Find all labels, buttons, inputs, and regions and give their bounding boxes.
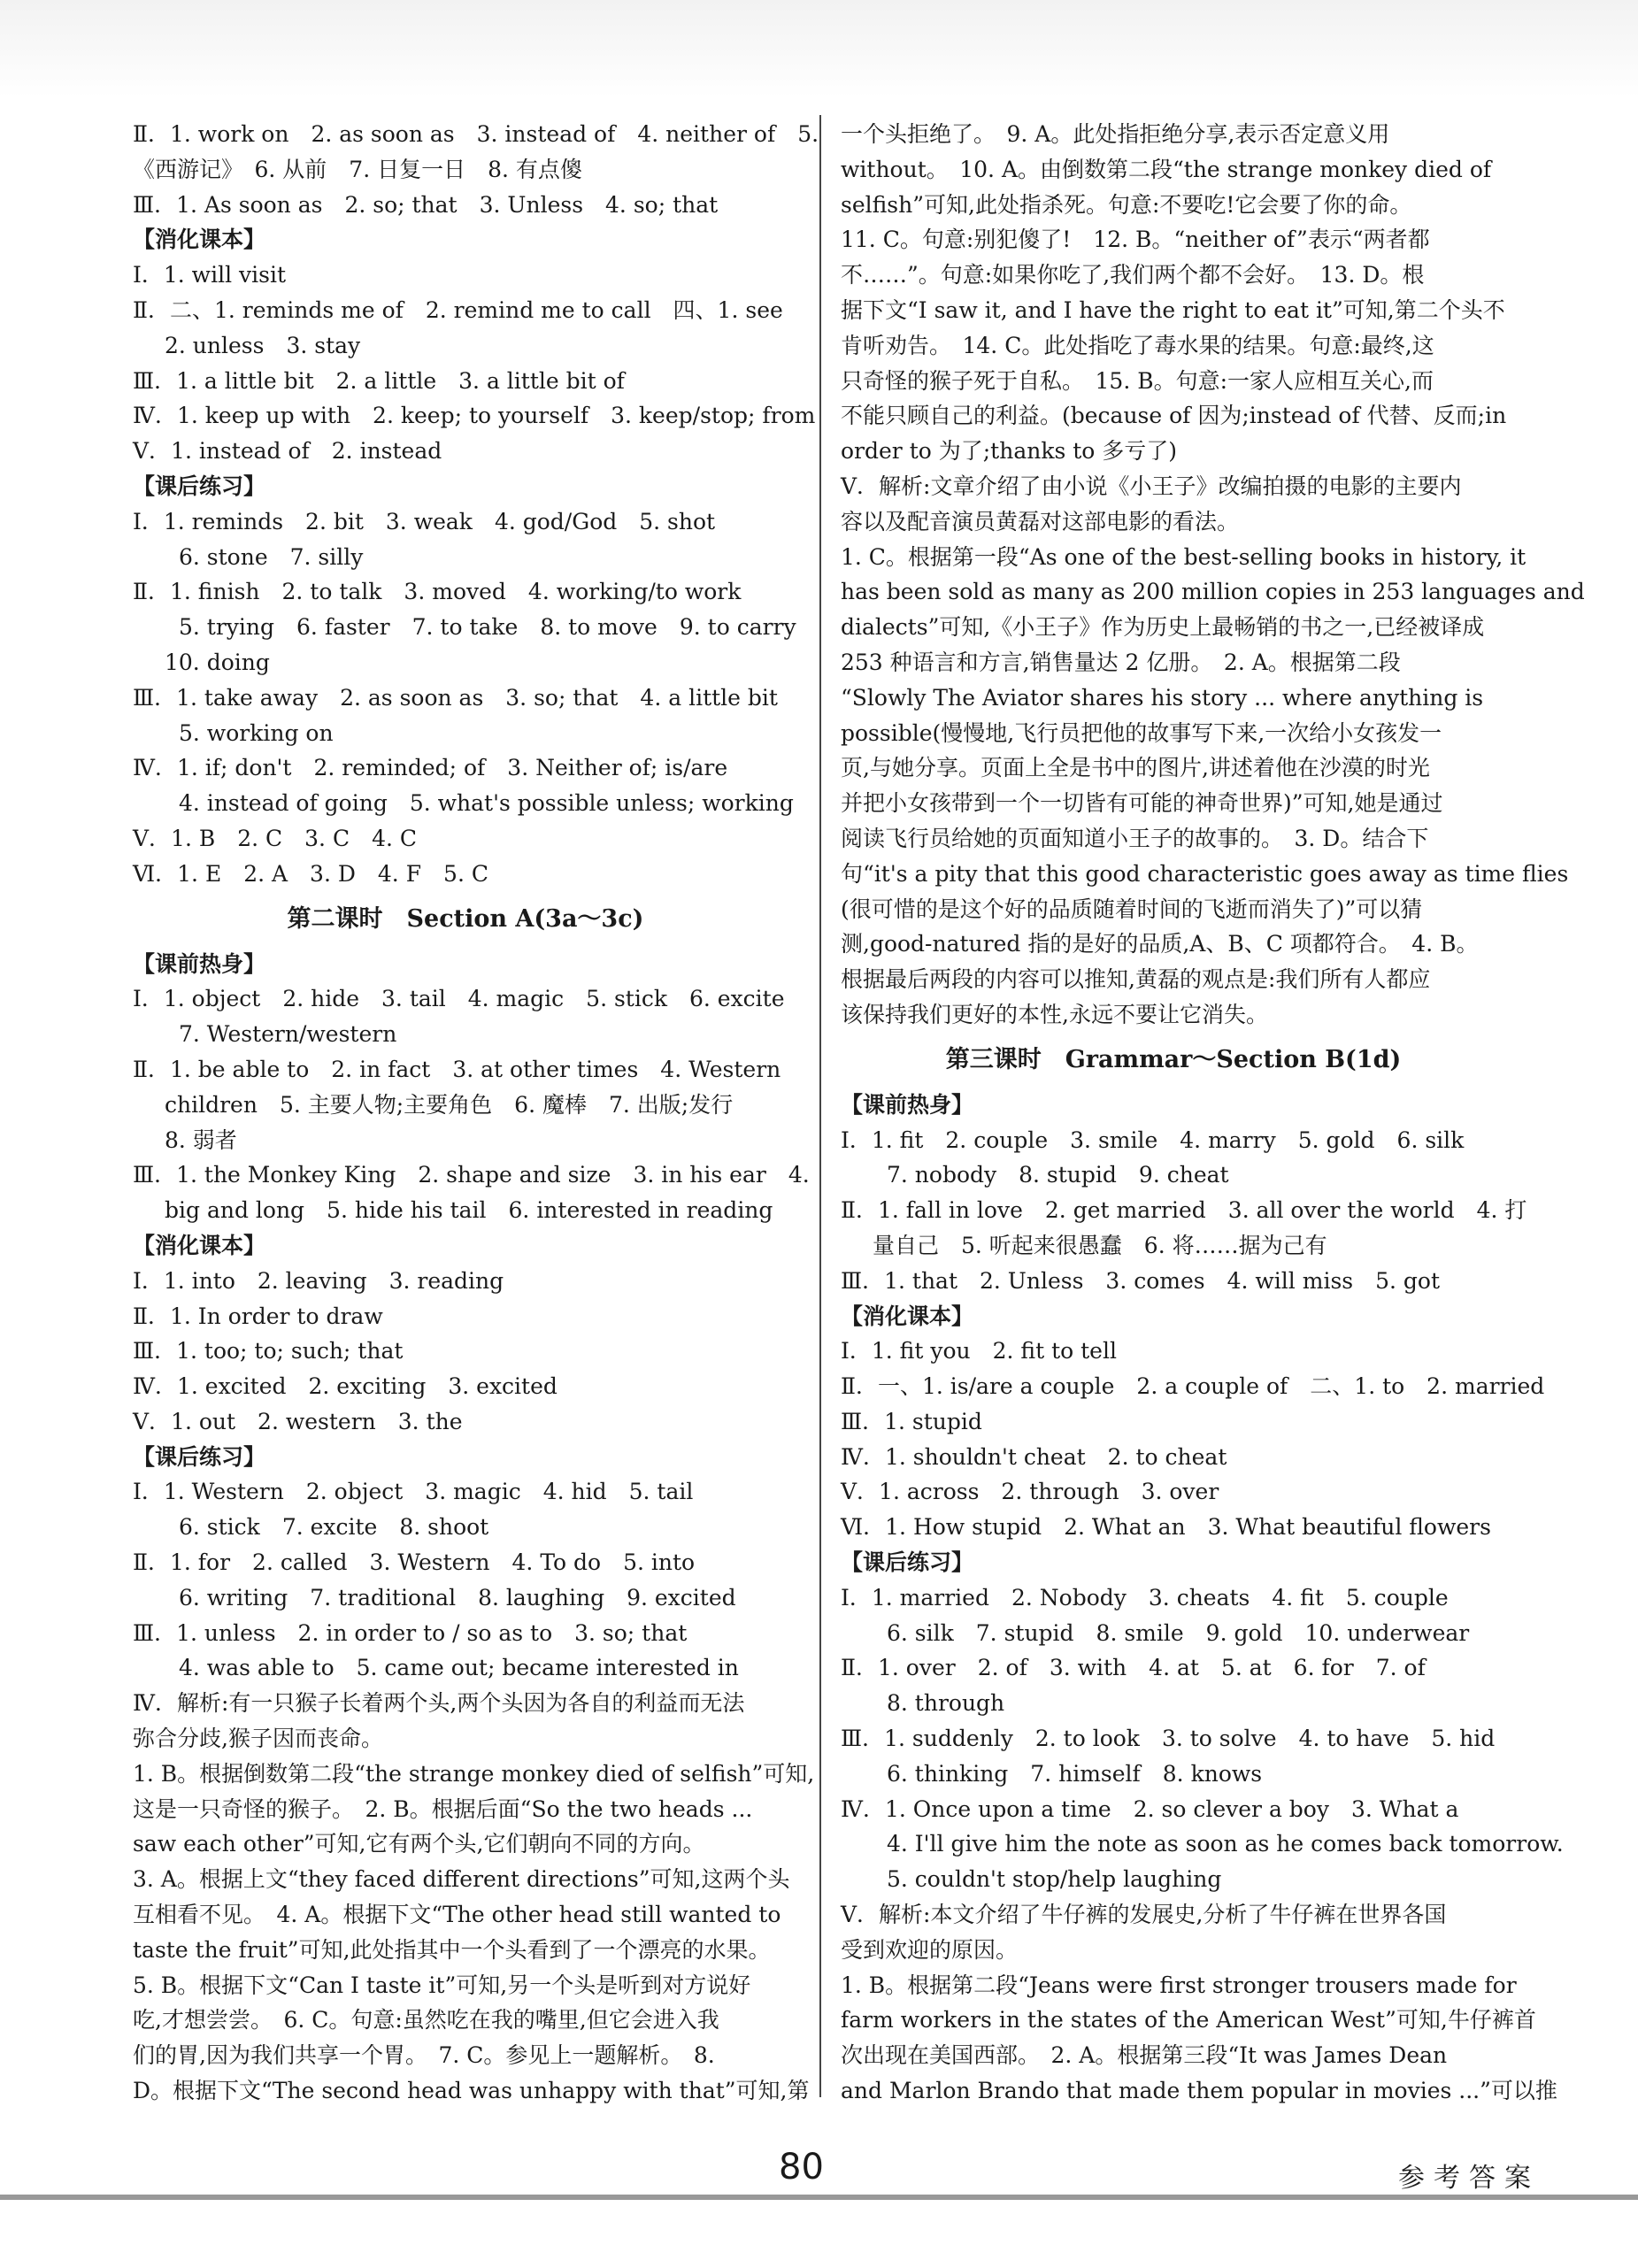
- answer-line: Ⅲ．1. the Monkey King 2. shape and size 3. in his ear 4.: [133, 1162, 810, 1188]
- answer-line: and Marlon Brando that made them popular in movies ...”可以推: [841, 2078, 1557, 2104]
- answer-line: 5. working on: [179, 719, 334, 746]
- answer-line: 6. stone 7. silly: [179, 543, 364, 570]
- answer-line: Ⅴ．1. B 2. C 3. C 4. C: [133, 825, 418, 851]
- answer-line: children 5. 主要人物;主要角色 6. 魔棒 7. 出版;发行: [165, 1091, 734, 1118]
- answer-line: saw each other”可知,它有两个头,它们朝向不同的方向。: [133, 1831, 705, 1857]
- answer-line: (很可惜的是这个好的品质随着时间的飞逝而消失了)”可以猜: [841, 896, 1423, 922]
- answer-line: without。 10. A。由倒数第二段“the strange monkey died of: [841, 156, 1492, 182]
- answer-line: 句“it's a pity that this good characteristic goes away as time flies: [841, 860, 1569, 887]
- answer-line: Ⅳ．1. if; don't 2. reminded; of 3. Neither of; is/are: [133, 755, 728, 781]
- answer-line: 并把小女孩带到一个一切皆有可能的神奇世界)”可知,她是通过: [841, 790, 1443, 817]
- answer-line: Ⅳ．1. keep up with 2. keep; to yourself 3. keep/stop; from: [133, 403, 816, 429]
- answer-line: Ⅰ．1. Western 2. object 3. magic 4. hid 5. tail: [133, 1479, 694, 1505]
- answer-line: 6. stick 7. excite 8. shoot: [179, 1514, 489, 1541]
- answer-line: Ⅴ．1. instead of 2. instead: [133, 438, 442, 465]
- answer-line: 只奇怪的猴子死于自私。 15. B。句意:一家人应相互关心,而: [841, 367, 1434, 394]
- answer-line: Ⅲ．1. stupid: [841, 1408, 982, 1434]
- answer-line: 肯听劝告。 14. C。此处指吃了毒水果的结果。句意:最终,这: [841, 332, 1434, 358]
- answer-line: 1. C。根据第一段“As one of the best-selling books in history, it: [841, 543, 1526, 570]
- answer-line: Ⅳ．1. excited 2. exciting 3. excited: [133, 1373, 558, 1400]
- answer-line: dialects”可知,《小王子》作为历史上最畅销的书之一,已经被译成: [841, 614, 1485, 641]
- answer-line: Ⅱ．一、1. is/are a couple 2. a couple of 二、1. to 2. married: [841, 1373, 1545, 1400]
- section-heading: 【消化课本】: [133, 1232, 266, 1258]
- answer-line: 该保持我们更好的本性,永远不要让它消失。: [841, 1001, 1268, 1027]
- answer-line: 253 种语言和方言,销售量达 2 亿册。 2. A。根据第二段: [841, 649, 1401, 675]
- answer-line: Ⅰ．1. fit you 2. fit to tell: [841, 1338, 1117, 1365]
- answer-line: 互相看不见。 4. A。根据下文“The other head still wanted to: [133, 1902, 781, 1928]
- answer-line: selfish”可知,此处指杀死。句意:不要吃!它会要了你的命。: [841, 191, 1412, 218]
- answer-line: Ⅵ．1. E 2. A 3. D 4. F 5. C: [133, 860, 488, 887]
- answer-line: 6. writing 7. traditional 8. laughing 9. excited: [179, 1584, 736, 1611]
- answer-line: Ⅲ．1. too; to; such; that: [133, 1338, 404, 1365]
- left-column: [133, 117, 819, 2109]
- section-heading: 【消化课本】: [133, 227, 266, 253]
- answer-line: Ⅰ．1. married 2. Nobody 3. cheats 4. fit 5. couple: [841, 1584, 1449, 1611]
- answer-line: 阅读飞行员给她的页面知道小王子的故事的。 3. D。结合下: [841, 825, 1429, 851]
- answer-line: “Slowly The Aviator shares his story ... where anything is: [841, 684, 1484, 711]
- answer-line: 这是一只奇怪的猴子。 2. B。根据后面“So the two heads ...: [133, 1795, 753, 1822]
- answer-line: 5. trying 6. faster 7. to take 8. to move 9. to carry: [179, 614, 796, 641]
- column-divider: [819, 115, 821, 2097]
- answer-line: 3. A。根据上文“they faced different directions”可知,这两个头: [133, 1866, 790, 1893]
- answer-line: 次出现在美国西部。 2. A。根据第三段“It was James Dean: [841, 2042, 1448, 2069]
- answer-line: 们的胃,因为我们共享一个胃。 7. C。参见上一题解析。 8.: [133, 2042, 715, 2069]
- answer-line: 7. Western/western: [179, 1021, 397, 1048]
- right-column: [841, 117, 1585, 2109]
- lesson-title: 第二课时 Section A(3a～3c): [287, 904, 644, 933]
- answer-line: Ⅲ．1. a little bit 2. a little 3. a little bit of: [133, 367, 625, 394]
- answer-line: Ⅲ．1. unless 2. in order to / so as to 3. so; that: [133, 1619, 688, 1646]
- answer-line: Ⅱ．1. work on 2. as soon as 3. instead of 4. neither of 5.: [133, 121, 819, 147]
- answer-line: Ⅱ．1. for 2. called 3. Western 4. To do 5. into: [133, 1549, 696, 1576]
- answer-line: Ⅴ．解析:本文介绍了牛仔裤的发展史,分析了牛仔裤在世界各国: [841, 1902, 1447, 1928]
- answer-line: farm workers in the states of the American West”可知,牛仔裤首: [841, 2007, 1536, 2034]
- answer-line: Ⅴ．1. out 2. western 3. the: [133, 1408, 463, 1434]
- answer-line: 《西游记》 6. 从前 7. 日复一日 8. 有点傻: [133, 156, 582, 182]
- answer-line: 不能只顾自己的利益。(because of 因为;instead of 代替、反而;in: [841, 403, 1507, 429]
- page-number: 80: [779, 2147, 824, 2187]
- answer-line: 10. doing: [165, 649, 270, 675]
- footer-label: 参考答案: [1398, 2163, 1540, 2194]
- answer-line: 8. through: [887, 1690, 1005, 1717]
- lesson-title: 第三课时 Grammar～Section B(1d): [945, 1045, 1402, 1073]
- answer-line: 5. couldn't stop/help laughing: [887, 1866, 1222, 1893]
- answer-line: order to 为了;thanks to 多亏了): [841, 438, 1178, 465]
- answer-line: Ⅳ．解析:有一只猴子长着两个头,两个头因为各自的利益而无法: [133, 1690, 745, 1717]
- answer-line: 容以及配音演员黄磊对这部电影的看法。: [841, 508, 1240, 534]
- answer-line: 吃,才想尝尝。 6. C。句意:虽然吃在我的嘴里,但它会进入我: [133, 2007, 719, 2034]
- answer-line: Ⅲ．1. As soon as 2. so; that 3. Unless 4. so; that: [133, 191, 719, 218]
- answer-line: D。根据下文“The second head was unhappy with that”可知,第: [133, 2078, 810, 2104]
- page-top-shade: [0, 0, 1638, 97]
- section-heading: 【课前热身】: [841, 1091, 974, 1118]
- answer-line: 5. B。根据下文“Can I taste it”可知,另一个头是听到对方说好: [133, 1972, 751, 1998]
- answer-line: Ⅰ．1. will visit: [133, 262, 286, 288]
- answer-line: 页,与她分享。页面上全是书中的图片,讲述着他在沙漠的时光: [841, 755, 1430, 781]
- answer-line: Ⅱ．二、1. reminds me of 2. remind me to call 四、1. see: [133, 296, 783, 323]
- section-heading: 【课前热身】: [133, 950, 266, 977]
- answer-line: Ⅲ．1. take away 2. as soon as 3. so; that 4. a little bit: [133, 684, 778, 711]
- answer-line: Ⅴ．解析:文章介绍了由小说《小王子》改编拍摄的电影的主要内: [841, 473, 1462, 499]
- answer-line: Ⅰ．1. reminds 2. bit 3. weak 4. god/God 5. shot: [133, 508, 716, 534]
- answer-line: has been sold as many as 200 million copies in 253 languages and: [841, 579, 1585, 605]
- answer-line: 2. unless 3. stay: [165, 332, 361, 358]
- answer-line: Ⅰ．1. fit 2. couple 3. smile 4. marry 5. gold 6. silk: [841, 1126, 1465, 1153]
- answer-line: 据下文“I saw it, and I have the right to eat it”可知,第二个头不: [841, 296, 1505, 323]
- section-heading: 【课后练习】: [133, 473, 266, 499]
- answer-line: Ⅳ．1. Once upon a time 2. so clever a boy 3. What a: [841, 1795, 1459, 1822]
- section-heading: 【消化课本】: [841, 1303, 974, 1329]
- answer-line: Ⅱ．1. be able to 2. in fact 3. at other times 4. Western: [133, 1056, 781, 1082]
- answer-line: Ⅲ．1. that 2. Unless 3. comes 4. will miss 5. got: [841, 1267, 1441, 1294]
- answer-line: 受到欢迎的原因。: [841, 1936, 1019, 1963]
- answer-line: 一个头拒绝了。 9. A。此处指拒绝分享,表示否定意义用: [841, 121, 1390, 147]
- answer-line: Ⅱ．1. finish 2. to talk 3. moved 4. working/to work: [133, 579, 742, 605]
- answer-line: 8. 弱者: [165, 1126, 237, 1153]
- answer-line: Ⅱ．1. over 2. of 3. with 4. at 5. at 6. for 7. of: [841, 1655, 1426, 1681]
- answer-line: 11. C。句意:别犯傻了! 12. B。“neither of”表示“两者都: [841, 227, 1430, 253]
- answer-line: 4. I'll give him the note as soon as he comes back tomorrow.: [887, 1831, 1564, 1857]
- answer-line: 弥合分歧,猴子因而丧命。: [133, 1726, 383, 1752]
- answer-line: 7. nobody 8. stupid 9. cheat: [887, 1162, 1229, 1188]
- footer-rule: [0, 2195, 1638, 2200]
- answer-line: Ⅴ．1. across 2. through 3. over: [841, 1479, 1219, 1505]
- answer-line: 6. thinking 7. himself 8. knows: [887, 1760, 1263, 1787]
- answer-line: 4. was able to 5. came out; became interested in: [179, 1655, 739, 1681]
- answer-line: Ⅲ．1. suddenly 2. to look 3. to solve 4. to have 5. hid: [841, 1726, 1496, 1752]
- answer-line: 1. B。根据第二段“Jeans were first stronger trousers made for: [841, 1972, 1517, 1998]
- answer-line: Ⅰ．1. object 2. hide 3. tail 4. magic 5. stick 6. excite: [133, 986, 785, 1012]
- answer-line: Ⅱ．1. In order to draw: [133, 1303, 383, 1329]
- answer-line: 6. silk 7. stupid 8. smile 9. gold 10. underwear: [887, 1619, 1470, 1646]
- answer-line: Ⅱ．1. fall in love 2. get married 3. all over the world 4. 打: [841, 1197, 1527, 1224]
- answer-line: Ⅰ．1. into 2. leaving 3. reading: [133, 1267, 504, 1294]
- answer-line: 根据最后两段的内容可以推知,黄磊的观点是:我们所有人都应: [841, 966, 1431, 993]
- answer-line: 不……”。句意:如果你吃了,我们两个都不会好。 13. D。根: [841, 262, 1425, 288]
- answer-line: big and long 5. hide his tail 6. interested in reading: [165, 1197, 773, 1224]
- answer-line: 量自己 5. 听起来很愚蠢 6. 将……据为己有: [873, 1232, 1327, 1258]
- section-heading: 【课后练习】: [841, 1549, 974, 1576]
- answer-line: Ⅳ．1. shouldn't cheat 2. to cheat: [841, 1443, 1227, 1470]
- answer-line: Ⅵ．1. How stupid 2. What an 3. What beautiful flowers: [841, 1514, 1491, 1541]
- answer-line: taste the fruit”可知,此处指其中一个头看到了一个漂亮的水果。: [133, 1936, 771, 1963]
- answer-line: 1. B。根据倒数第二段“the strange monkey died of selfish”可知,: [133, 1760, 815, 1787]
- answer-line: 4. instead of going 5. what's possible unless; working: [179, 790, 794, 817]
- answer-line: 测,good-natured 指的是好的品质,A、B、C 项都符合。 4. B。: [841, 931, 1479, 957]
- section-heading: 【课后练习】: [133, 1443, 266, 1470]
- answer-line: possible(慢慢地,飞行员把他的故事写下来,一次给小女孩发一: [841, 719, 1442, 746]
